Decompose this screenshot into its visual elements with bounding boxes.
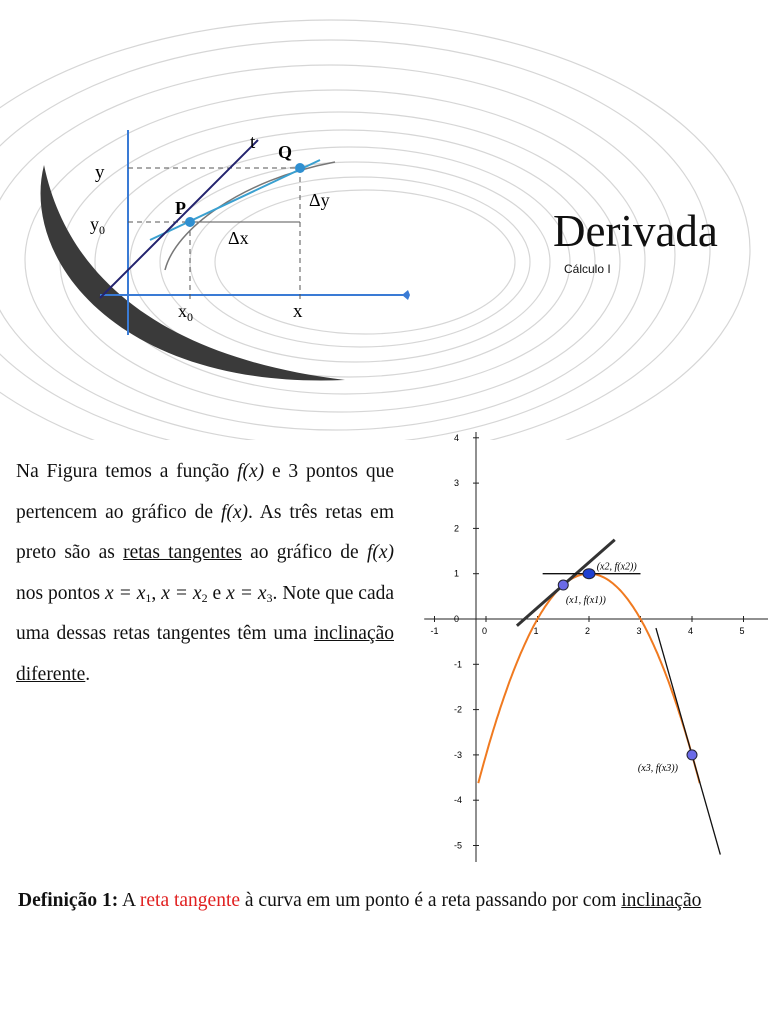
- page-title: Derivada: [553, 206, 718, 256]
- point-label: (x3, f(x3)): [637, 762, 678, 774]
- x-tick-label: 1: [533, 626, 539, 636]
- tangent-figure: [80, 120, 420, 340]
- x-label: x: [293, 301, 303, 322]
- x-tick-label: -1: [430, 626, 439, 636]
- x-tick-label: 0: [482, 626, 488, 636]
- page-subtitle: Cálculo I: [564, 262, 611, 276]
- y-tick-label: -3: [454, 749, 463, 760]
- graph-point: [687, 750, 697, 760]
- y-tick-label: 0: [454, 614, 460, 624]
- y-tick-label: 4: [454, 432, 460, 443]
- graph-point: [583, 569, 595, 579]
- p-label: P: [175, 198, 186, 218]
- x-tick-label: 3: [636, 626, 642, 636]
- q-label: Q: [278, 142, 293, 162]
- tangent-line: [656, 628, 720, 855]
- t-label: t: [250, 132, 256, 153]
- point-label: (x2, f(x2)): [596, 561, 637, 573]
- x-tick-label: 5: [739, 626, 745, 636]
- y-tick-label: 3: [454, 478, 460, 489]
- dy-label: Δy: [309, 190, 330, 210]
- x-tick-label: 4: [688, 626, 694, 636]
- x0-label: $x_0$: [178, 301, 193, 324]
- dx-label: Δx: [228, 228, 249, 248]
- point-label: (x1, f(x1)): [565, 595, 606, 607]
- y-tick-label: -1: [454, 659, 463, 670]
- y-tick-label: -2: [454, 704, 463, 715]
- x-tick-label: 2: [585, 626, 591, 636]
- y-tick-label: -5: [454, 840, 463, 851]
- explanation-paragraph: Na Figura temos a função f(x) e 3 pontos que pertencem ao gráfico de f(x). As três retas em preto são as retas tangentes ao gráfico de f(x) nos pontos $x = x_1$, $x = x_2$ e $x = x_3$. Note que cada uma dessas retas tangentes têm uma inclinação diferente.: [16, 461, 395, 685]
- parabola-graph: [416, 430, 768, 862]
- y-tick-label: 2: [454, 523, 460, 534]
- y-tick-label: -4: [454, 795, 463, 806]
- y0-label: $y_0$: [90, 214, 105, 237]
- graph-point: [558, 580, 568, 590]
- y-tick-label: 1: [454, 568, 460, 579]
- y-label: y: [95, 162, 105, 183]
- definition-text: Definição 1: A reta tangente à curva em um ponto é a reta passando por com inclinação: [18, 890, 702, 911]
